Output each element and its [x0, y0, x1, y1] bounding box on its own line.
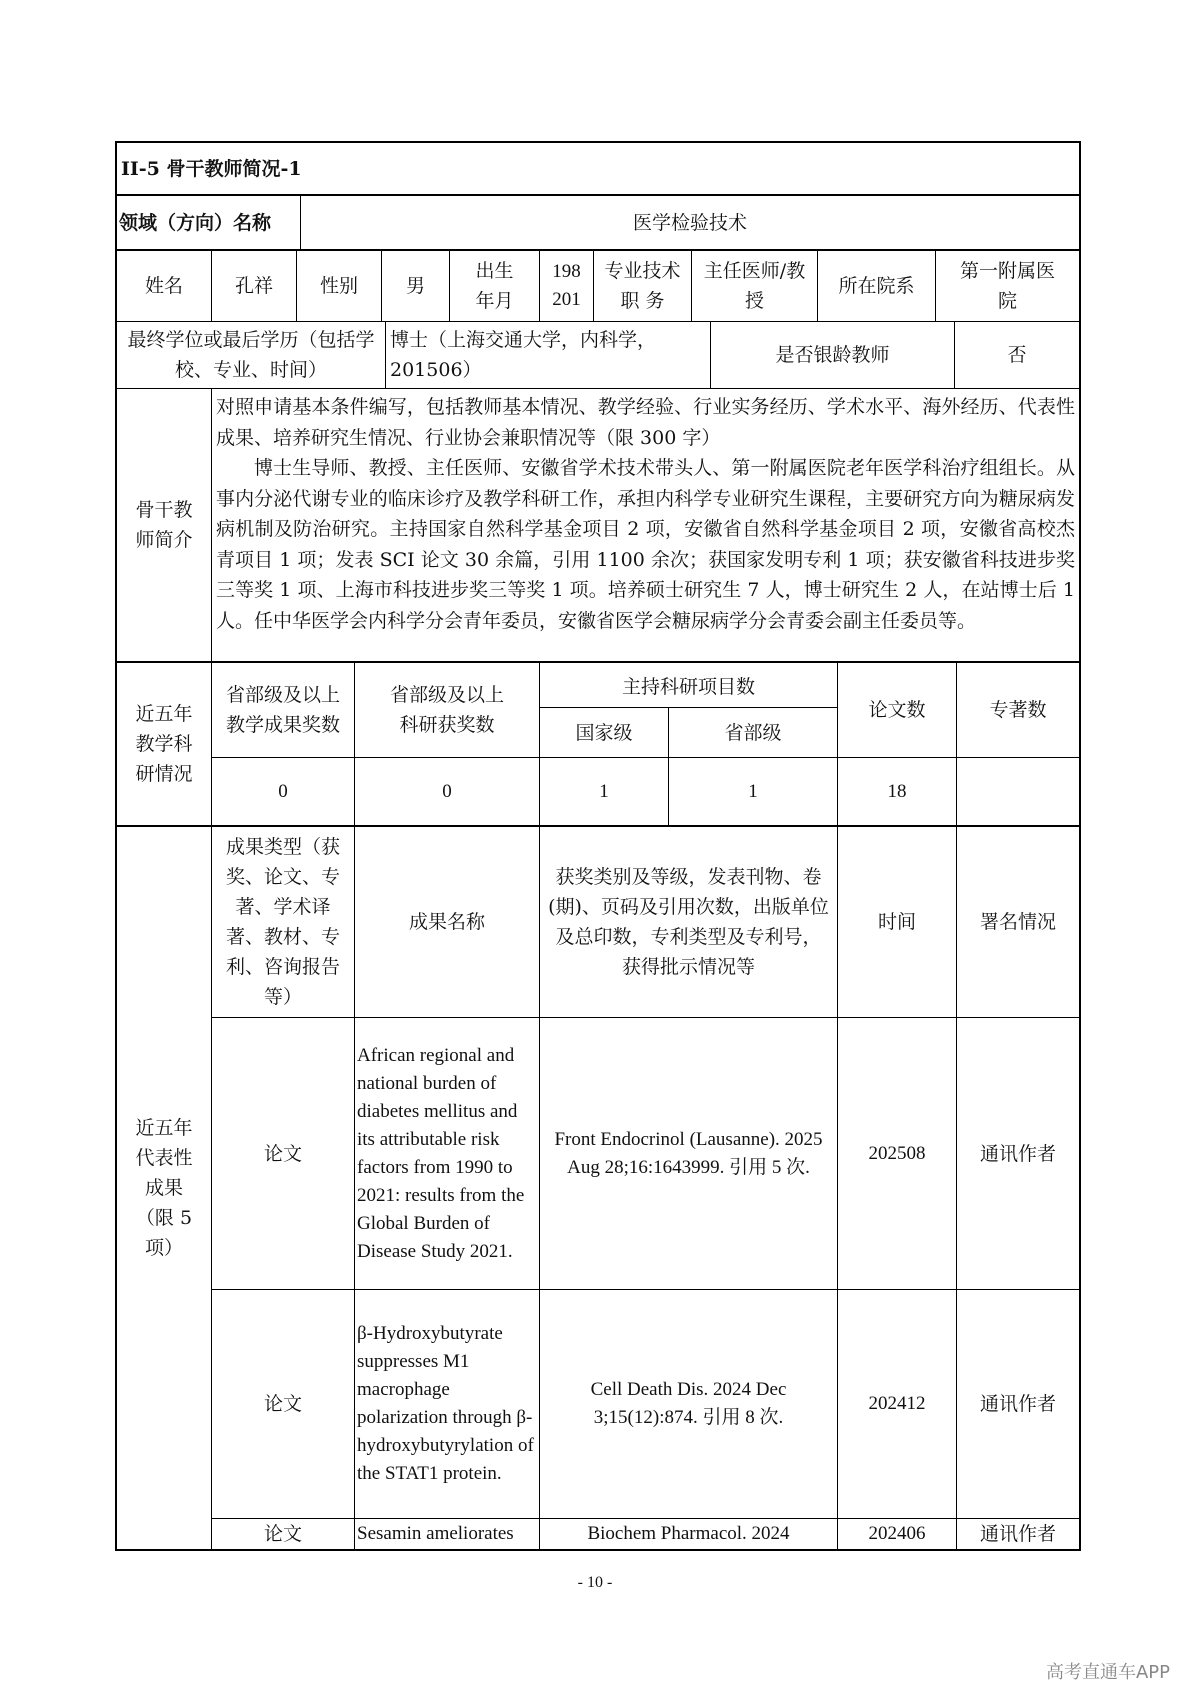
table-row — [212, 1290, 1079, 1519]
projects-header-label: 主持科研项目数 — [540, 663, 837, 708]
achievements-grid — [212, 827, 1079, 1549]
teach-award-header: 省部级及以上教学成果奖数 — [212, 663, 355, 757]
provincial-header: 省部级 — [724, 721, 782, 744]
projects-header — [540, 663, 838, 757]
research-award-header: 省部级及以上科研获奖数 — [355, 663, 540, 757]
page-number: - 10 - — [577, 1574, 613, 1591]
research-award-value: 0 — [355, 758, 540, 825]
birth-label: 出生年月 — [450, 251, 540, 321]
intro-label: 骨干教师简介 — [117, 389, 212, 661]
row2-name: β-Hydroxybutyrate suppresses M1 macrophage polarization through β-hydroxybutyrylation of the STAT1 protein. — [355, 1290, 540, 1518]
table-title: II-5 骨干教师简况-1 — [121, 157, 302, 180]
recent-grid — [212, 663, 1079, 825]
field-row — [117, 196, 1079, 251]
projects-subheader — [540, 708, 837, 757]
name-header: 成果名称 — [355, 827, 540, 1017]
field-label: 领域（方向）名称 — [117, 196, 301, 249]
books-value — [957, 758, 1079, 825]
dept-label: 所在院系 — [818, 251, 936, 321]
degree-row — [117, 322, 1079, 389]
row1-time: 202508 — [838, 1018, 957, 1289]
row3-type: 论文 — [212, 1519, 355, 1549]
teach-award-value: 0 — [212, 758, 355, 825]
title-label: 专业技术职 务 — [594, 251, 692, 321]
name-label: 姓名 — [117, 251, 212, 321]
time-header: 时间 — [838, 827, 957, 1017]
type-header: 成果类型（获奖、论文、专著、学术译著、教材、专利、咨询报告等） — [212, 827, 355, 1017]
row2-type: 论文 — [212, 1290, 355, 1518]
gender-value: 男 — [382, 251, 450, 321]
achievements-row — [117, 827, 1079, 1549]
row2-detail: Cell Death Dis. 2024 Dec 3;15(12):874. 引用 8 次. — [540, 1290, 838, 1518]
papers-header: 论文数 — [838, 663, 957, 757]
intro-text: 博士生导师、教授、主任医师、安徽省学术技术带头人、第一附属医院老年医学科治疗组组长。从事内分泌代谢专业的临床诊疗及教学科研工作，承担内科学专业研究生课程，主要研究方向为糖尿病发病机制及防治研究。主持国家自然科学基金项目 2 项，安徽省自然科学基金项目 2 项，安徽省高校杰青项目 1 项；发表 SCI 论文 30 余篇，引用 1100 余次；获国家发明专利 1 项；获安徽省科技进步奖三等奖 1 项、上海市科技进步奖三等奖 1 项。培养硕士研究生 7 人，博士研究生 2 人，在站博士后 1 人。任中华医学会内科学分会青年委员，安徽省医学会糖尿病学分会青委会副主任委员等。 — [216, 457, 1075, 632]
row2-sign: 通讯作者 — [979, 1393, 1056, 1415]
row3-name: Sesamin ameliorates — [355, 1519, 540, 1549]
achievements-header-row — [212, 827, 1079, 1018]
row1-type: 论文 — [212, 1018, 355, 1289]
watermark: 高考直通车APP — [1045, 1662, 1170, 1683]
row3-time: 202406 — [838, 1519, 957, 1549]
basic-info-row — [117, 251, 1079, 322]
row3-detail: Biochem Pharmacol. 2024 — [540, 1519, 838, 1549]
sign-header: 署名情况 — [979, 911, 1056, 934]
degree-label: 最终学位或最后学历（包括学校、专业、时间） — [117, 322, 386, 388]
row2-time: 202412 — [838, 1290, 957, 1518]
detail-header: 获奖类别及等级，发表刊物、卷(期)、页码及引用次数，出版单位及总印数，专利类型及专利号，获得批示情况等 — [540, 827, 838, 1017]
title-row — [117, 143, 1079, 196]
papers-value: 18 — [838, 758, 957, 825]
degree-value: 博士（上海交通大学，内科学，201506） — [386, 322, 711, 388]
row1-detail: Front Endocrinol (Lausanne). 2025 Aug 28;16:1643999. 引用 5 次. — [540, 1018, 838, 1289]
achievements-label: 近五年代表性成果（限 5 项） — [117, 827, 212, 1549]
title-value: 主任医师/教授 — [692, 251, 818, 321]
field-value: 医学检验技术 — [632, 211, 747, 234]
recent-label: 近五年教学科研情况 — [117, 663, 212, 825]
recent-header-row — [212, 663, 1079, 758]
table-row — [212, 1018, 1079, 1290]
row1-sign: 通讯作者 — [979, 1142, 1056, 1165]
intro-body — [212, 389, 1079, 661]
provincial-value: 1 — [669, 758, 838, 825]
teacher-profile-table — [115, 141, 1081, 1551]
silver-value: 否 — [1007, 344, 1027, 366]
row3-sign: 通讯作者 — [979, 1523, 1056, 1545]
name-value: 孔祥 — [212, 251, 297, 321]
gender-label: 性别 — [297, 251, 382, 321]
birth-value: 198201 — [540, 251, 594, 321]
row1-name: African regional and national burden of diabetes mellitus and its attributable risk factors from 1990 to 2021: results from the Global Burden of Disease Study 2021. — [355, 1018, 540, 1289]
silver-label: 是否银龄教师 — [711, 322, 955, 388]
books-header: 专著数 — [989, 699, 1047, 721]
dept-value: 第一附属医院 — [959, 260, 1055, 312]
table-row — [212, 1519, 1079, 1549]
recent-row — [117, 663, 1079, 827]
recent-value-row — [212, 758, 1079, 825]
national-value: 1 — [540, 758, 669, 825]
intro-instruction: 对照申请基本条件编写，包括教师基本情况、教学经验、行业实务经历、学术水平、海外经历、代表性成果、培养研究生情况、行业协会兼职情况等（限 300 字） — [216, 396, 1075, 449]
intro-row — [117, 389, 1079, 663]
national-header: 国家级 — [540, 708, 669, 757]
